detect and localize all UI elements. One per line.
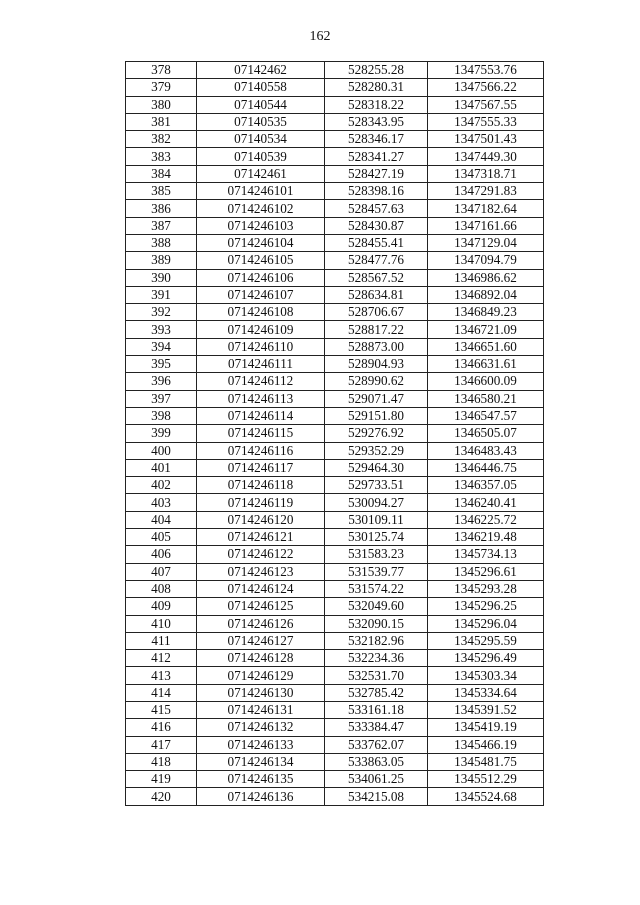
point-number-cell: 378 [126, 62, 197, 79]
table-row [126, 494, 544, 511]
y-coordinate-cell: 1346483.43 [428, 442, 544, 459]
x-coordinate-cell: 528430.87 [325, 217, 428, 234]
table-row [126, 148, 544, 165]
point-number-cell: 386 [126, 200, 197, 217]
table-row [126, 234, 544, 251]
y-coordinate-cell: 1346600.09 [428, 373, 544, 390]
x-coordinate-cell: 532182.96 [325, 632, 428, 649]
table-row [126, 321, 544, 338]
x-coordinate-cell: 528457.63 [325, 200, 428, 217]
x-coordinate-cell: 529733.51 [325, 477, 428, 494]
x-coordinate-cell: 528706.67 [325, 304, 428, 321]
point-number-cell: 400 [126, 442, 197, 459]
point-code-cell: 0714246128 [197, 650, 325, 667]
y-coordinate-cell: 1345303.34 [428, 667, 544, 684]
point-code-cell: 0714246123 [197, 563, 325, 580]
x-coordinate-cell: 532090.15 [325, 615, 428, 632]
table-row [126, 546, 544, 563]
x-coordinate-cell: 530125.74 [325, 529, 428, 546]
point-number-cell: 382 [126, 131, 197, 148]
y-coordinate-cell: 1346892.04 [428, 286, 544, 303]
table-row [126, 563, 544, 580]
point-code-cell: 0714246119 [197, 494, 325, 511]
coordinates-table [125, 61, 544, 806]
y-coordinate-cell: 1345419.19 [428, 719, 544, 736]
point-number-cell: 419 [126, 771, 197, 788]
point-code-cell: 0714246110 [197, 338, 325, 355]
y-coordinate-cell: 1347318.71 [428, 165, 544, 182]
point-number-cell: 381 [126, 113, 197, 130]
point-code-cell: 0714246133 [197, 736, 325, 753]
point-number-cell: 415 [126, 701, 197, 718]
point-code-cell: 0714246107 [197, 286, 325, 303]
table-row [126, 753, 544, 770]
point-code-cell: 0714246105 [197, 252, 325, 269]
point-code-cell: 0714246113 [197, 390, 325, 407]
point-code-cell: 0714246115 [197, 425, 325, 442]
y-coordinate-cell: 1346986.62 [428, 269, 544, 286]
y-coordinate-cell: 1345296.04 [428, 615, 544, 632]
table-row [126, 529, 544, 546]
y-coordinate-cell: 1347129.04 [428, 234, 544, 251]
point-code-cell: 0714246117 [197, 459, 325, 476]
y-coordinate-cell: 1345466.19 [428, 736, 544, 753]
table-row [126, 390, 544, 407]
table-row [126, 338, 544, 355]
point-number-cell: 394 [126, 338, 197, 355]
point-code-cell: 0714246116 [197, 442, 325, 459]
table-row [126, 477, 544, 494]
point-number-cell: 407 [126, 563, 197, 580]
y-coordinate-cell: 1347566.22 [428, 79, 544, 96]
point-number-cell: 412 [126, 650, 197, 667]
y-coordinate-cell: 1347501.43 [428, 131, 544, 148]
y-coordinate-cell: 1346721.09 [428, 321, 544, 338]
x-coordinate-cell: 528817.22 [325, 321, 428, 338]
x-coordinate-cell: 533863.05 [325, 753, 428, 770]
y-coordinate-cell: 1347182.64 [428, 200, 544, 217]
table-row [126, 580, 544, 597]
point-number-cell: 399 [126, 425, 197, 442]
y-coordinate-cell: 1345734.13 [428, 546, 544, 563]
x-coordinate-cell: 528341.27 [325, 148, 428, 165]
y-coordinate-cell: 1345296.61 [428, 563, 544, 580]
point-code-cell: 0714246131 [197, 701, 325, 718]
table-row [126, 719, 544, 736]
x-coordinate-cell: 528427.19 [325, 165, 428, 182]
y-coordinate-cell: 1346547.57 [428, 407, 544, 424]
table-row [126, 79, 544, 96]
y-coordinate-cell: 1347161.66 [428, 217, 544, 234]
x-coordinate-cell: 528318.22 [325, 96, 428, 113]
table-row [126, 304, 544, 321]
y-coordinate-cell: 1346219.48 [428, 529, 544, 546]
point-code-cell: 0714246130 [197, 684, 325, 701]
y-coordinate-cell: 1345296.25 [428, 598, 544, 615]
point-code-cell: 0714246136 [197, 788, 325, 805]
point-code-cell: 0714246126 [197, 615, 325, 632]
point-number-cell: 391 [126, 286, 197, 303]
point-number-cell: 389 [126, 252, 197, 269]
table-row [126, 736, 544, 753]
point-code-cell: 0714246106 [197, 269, 325, 286]
point-number-cell: 398 [126, 407, 197, 424]
point-code-cell: 0714246124 [197, 580, 325, 597]
point-code-cell: 0714246112 [197, 373, 325, 390]
y-coordinate-cell: 1347553.76 [428, 62, 544, 79]
x-coordinate-cell: 532785.42 [325, 684, 428, 701]
y-coordinate-cell: 1346240.41 [428, 494, 544, 511]
point-code-cell: 0714246121 [197, 529, 325, 546]
table-row [126, 650, 544, 667]
x-coordinate-cell: 528346.17 [325, 131, 428, 148]
table-row [126, 131, 544, 148]
point-number-cell: 380 [126, 96, 197, 113]
x-coordinate-cell: 528477.76 [325, 252, 428, 269]
x-coordinate-cell: 531574.22 [325, 580, 428, 597]
table-row [126, 771, 544, 788]
table-row [126, 632, 544, 649]
y-coordinate-cell: 1346357.05 [428, 477, 544, 494]
point-number-cell: 413 [126, 667, 197, 684]
table-row [126, 425, 544, 442]
point-number-cell: 420 [126, 788, 197, 805]
point-number-cell: 405 [126, 529, 197, 546]
point-number-cell: 390 [126, 269, 197, 286]
table-row [126, 615, 544, 632]
point-number-cell: 403 [126, 494, 197, 511]
point-code-cell: 0714246103 [197, 217, 325, 234]
y-coordinate-cell: 1347291.83 [428, 183, 544, 200]
point-code-cell: 0714246114 [197, 407, 325, 424]
y-coordinate-cell: 1347555.33 [428, 113, 544, 130]
point-code-cell: 07140539 [197, 148, 325, 165]
x-coordinate-cell: 532531.70 [325, 667, 428, 684]
x-coordinate-cell: 532234.36 [325, 650, 428, 667]
y-coordinate-cell: 1347449.30 [428, 148, 544, 165]
y-coordinate-cell: 1345293.28 [428, 580, 544, 597]
table-row [126, 113, 544, 130]
point-number-cell: 410 [126, 615, 197, 632]
y-coordinate-cell: 1345481.75 [428, 753, 544, 770]
x-coordinate-cell: 531539.77 [325, 563, 428, 580]
point-number-cell: 406 [126, 546, 197, 563]
x-coordinate-cell: 532049.60 [325, 598, 428, 615]
point-code-cell: 0714246104 [197, 234, 325, 251]
point-code-cell: 0714246120 [197, 511, 325, 528]
point-number-cell: 414 [126, 684, 197, 701]
x-coordinate-cell: 528567.52 [325, 269, 428, 286]
table-row [126, 684, 544, 701]
x-coordinate-cell: 528398.16 [325, 183, 428, 200]
table-row [126, 442, 544, 459]
point-code-cell: 07140534 [197, 131, 325, 148]
point-code-cell: 07142461 [197, 165, 325, 182]
point-code-cell: 0714246101 [197, 183, 325, 200]
x-coordinate-cell: 529151.80 [325, 407, 428, 424]
y-coordinate-cell: 1346651.60 [428, 338, 544, 355]
y-coordinate-cell: 1345391.52 [428, 701, 544, 718]
table-row [126, 373, 544, 390]
point-number-cell: 396 [126, 373, 197, 390]
point-code-cell: 07140558 [197, 79, 325, 96]
table-row [126, 200, 544, 217]
point-code-cell: 0714246111 [197, 356, 325, 373]
point-number-cell: 409 [126, 598, 197, 615]
y-coordinate-cell: 1346446.75 [428, 459, 544, 476]
point-code-cell: 0714246102 [197, 200, 325, 217]
x-coordinate-cell: 534061.25 [325, 771, 428, 788]
x-coordinate-cell: 528634.81 [325, 286, 428, 303]
table-row [126, 667, 544, 684]
y-coordinate-cell: 1346849.23 [428, 304, 544, 321]
point-code-cell: 0714246118 [197, 477, 325, 494]
x-coordinate-cell: 533161.18 [325, 701, 428, 718]
x-coordinate-cell: 528255.28 [325, 62, 428, 79]
table-row [126, 598, 544, 615]
point-code-cell: 0714246134 [197, 753, 325, 770]
y-coordinate-cell: 1347567.55 [428, 96, 544, 113]
table-row [126, 269, 544, 286]
point-number-cell: 388 [126, 234, 197, 251]
table-body [126, 62, 544, 806]
point-number-cell: 411 [126, 632, 197, 649]
point-code-cell: 0714246108 [197, 304, 325, 321]
point-code-cell: 0714246135 [197, 771, 325, 788]
point-code-cell: 0714246109 [197, 321, 325, 338]
x-coordinate-cell: 529464.30 [325, 459, 428, 476]
y-coordinate-cell: 1347094.79 [428, 252, 544, 269]
point-code-cell: 0714246129 [197, 667, 325, 684]
x-coordinate-cell: 533762.07 [325, 736, 428, 753]
point-number-cell: 383 [126, 148, 197, 165]
point-number-cell: 397 [126, 390, 197, 407]
x-coordinate-cell: 528873.00 [325, 338, 428, 355]
point-number-cell: 387 [126, 217, 197, 234]
point-code-cell: 07142462 [197, 62, 325, 79]
x-coordinate-cell: 528904.93 [325, 356, 428, 373]
point-code-cell: 0714246122 [197, 546, 325, 563]
point-number-cell: 379 [126, 79, 197, 96]
x-coordinate-cell: 528280.31 [325, 79, 428, 96]
point-number-cell: 395 [126, 356, 197, 373]
x-coordinate-cell: 530109.11 [325, 511, 428, 528]
y-coordinate-cell: 1346580.21 [428, 390, 544, 407]
x-coordinate-cell: 530094.27 [325, 494, 428, 511]
x-coordinate-cell: 529071.47 [325, 390, 428, 407]
point-number-cell: 402 [126, 477, 197, 494]
point-code-cell: 07140535 [197, 113, 325, 130]
point-number-cell: 418 [126, 753, 197, 770]
point-number-cell: 385 [126, 183, 197, 200]
page-number: 162 [309, 29, 331, 44]
point-number-cell: 384 [126, 165, 197, 182]
y-coordinate-cell: 1345334.64 [428, 684, 544, 701]
point-number-cell: 404 [126, 511, 197, 528]
x-coordinate-cell: 528990.62 [325, 373, 428, 390]
x-coordinate-cell: 529352.29 [325, 442, 428, 459]
y-coordinate-cell: 1345295.59 [428, 632, 544, 649]
point-code-cell: 0714246125 [197, 598, 325, 615]
table-row [126, 62, 544, 79]
table-row [126, 286, 544, 303]
table-row [126, 701, 544, 718]
table-row [126, 165, 544, 182]
y-coordinate-cell: 1346225.72 [428, 511, 544, 528]
point-number-cell: 408 [126, 580, 197, 597]
table-row [126, 252, 544, 269]
point-number-cell: 392 [126, 304, 197, 321]
x-coordinate-cell: 528343.95 [325, 113, 428, 130]
y-coordinate-cell: 1345296.49 [428, 650, 544, 667]
x-coordinate-cell: 528455.41 [325, 234, 428, 251]
point-code-cell: 0714246132 [197, 719, 325, 736]
point-number-cell: 417 [126, 736, 197, 753]
x-coordinate-cell: 531583.23 [325, 546, 428, 563]
table-row [126, 96, 544, 113]
point-code-cell: 0714246127 [197, 632, 325, 649]
table-row [126, 511, 544, 528]
x-coordinate-cell: 529276.92 [325, 425, 428, 442]
y-coordinate-cell: 1346505.07 [428, 425, 544, 442]
point-number-cell: 393 [126, 321, 197, 338]
table-row [126, 217, 544, 234]
x-coordinate-cell: 534215.08 [325, 788, 428, 805]
point-code-cell: 07140544 [197, 96, 325, 113]
table-row [126, 183, 544, 200]
y-coordinate-cell: 1346631.61 [428, 356, 544, 373]
table-row [126, 356, 544, 373]
table-row [126, 788, 544, 805]
table-row [126, 407, 544, 424]
point-number-cell: 401 [126, 459, 197, 476]
point-number-cell: 416 [126, 719, 197, 736]
y-coordinate-cell: 1345524.68 [428, 788, 544, 805]
y-coordinate-cell: 1345512.29 [428, 771, 544, 788]
table-row [126, 459, 544, 476]
x-coordinate-cell: 533384.47 [325, 719, 428, 736]
